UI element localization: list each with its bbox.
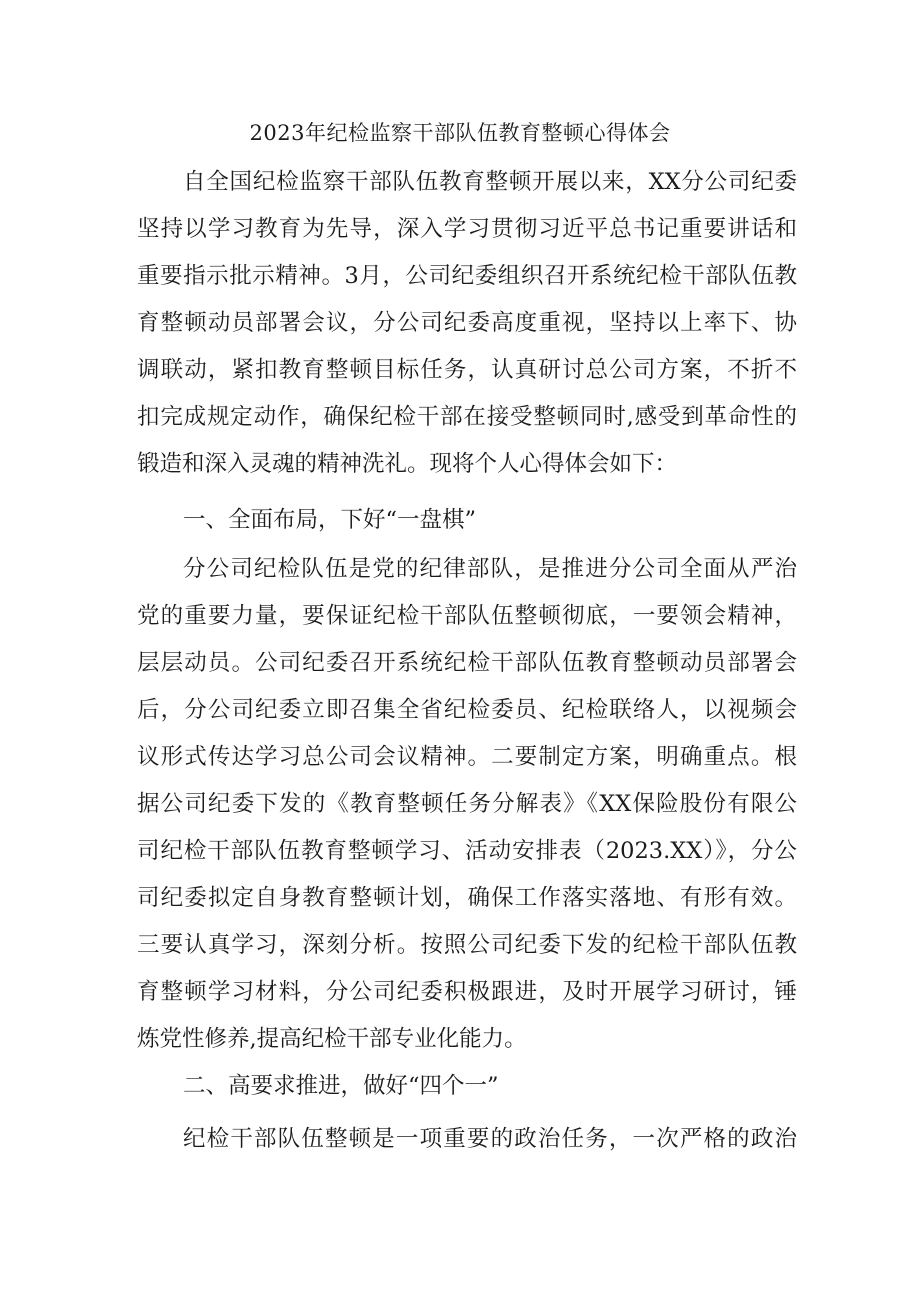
document-title: 2023年纪检监察干部队伍教育整顿心得体会	[249, 121, 671, 145]
paragraph-line: 调联动，紧扣教育整顿目标任务，认真研讨总公司方案，不折不	[137, 357, 797, 383]
paragraph-line: 司纪检干部队伍教育整顿学习、活动安排表（2023.XX）》，分公	[137, 838, 797, 864]
paragraph-line: 层层动员。公司纪委召开系统纪检干部队伍教育整顿动员部署会	[137, 650, 797, 676]
paragraph-line: 扣完成规定动作，确保纪检干部在接受整顿同时,感受到革命性的	[137, 404, 797, 430]
paragraph-line: 锻造和深入灵魂的精神洗礼。现将个人心得体会如下：	[137, 451, 678, 477]
paragraph-line: 坚持以学习教育为先导，深入学习贯彻习近平总书记重要讲话和	[137, 216, 797, 242]
paragraph-line: 炼党性修养,提高纪检干部专业化能力。	[137, 1026, 527, 1052]
section-heading: 二、高要求推进，做好“四个一”	[183, 1073, 499, 1099]
paragraph-line: 三要认真学习，深刻分析。按照公司纪委下发的纪检干部队伍教	[137, 932, 797, 958]
paragraph-line: 自全国纪检监察干部队伍教育整顿开展以来，XX分公司纪委	[183, 169, 797, 195]
section-heading: 一、全面布局，下好“一盘棋”	[183, 507, 477, 533]
paragraph-line: 分公司纪检队伍是党的纪律部队，是推进分公司全面从严治	[183, 556, 797, 582]
paragraph-line: 育整顿动员部署会议，分公司纪委高度重视，坚持以上率下、协	[137, 310, 797, 336]
paragraph-line: 育整顿学习材料，分公司纪委积极跟进，及时开展学习研讨，锤	[137, 979, 797, 1005]
paragraph-line: 纪检干部队伍整顿是一项重要的政治任务，一次严格的政治	[183, 1126, 797, 1152]
paragraph-line: 重要指示批示精神。3月，公司纪委组织召开系统纪检干部队伍教	[137, 263, 797, 289]
paragraph-line: 议形式传达学习总公司会议精神。二要制定方案，明确重点。根	[137, 744, 797, 770]
paragraph-line: 据公司纪委下发的《教育整顿任务分解表》《XX保险股份有限公	[137, 791, 797, 817]
paragraph-line: 司纪委拟定自身教育整顿计划，确保工作落实落地、有形有效。	[137, 885, 797, 911]
paragraph-line: 党的重要力量，要保证纪检干部队伍整顿彻底，一要领会精神，	[137, 603, 797, 629]
paragraph-line: 后，分公司纪委立即召集全省纪检委员、纪检联络人，以视频会	[137, 697, 797, 723]
